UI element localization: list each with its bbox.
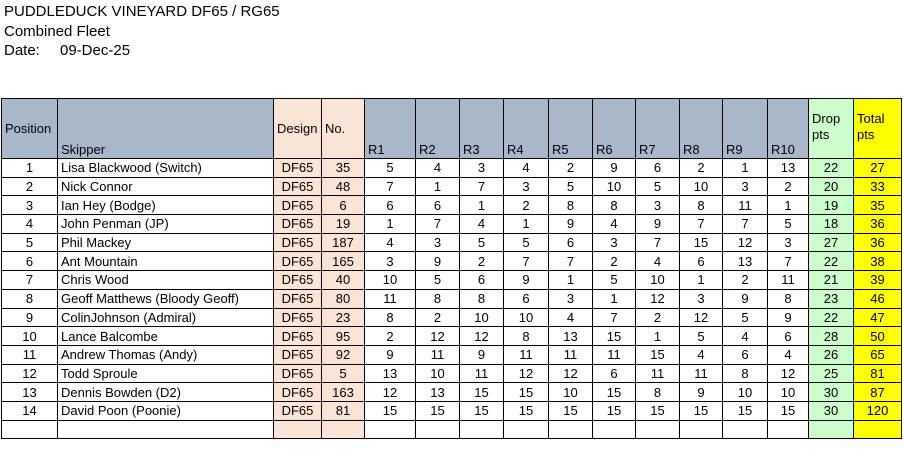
cell-race-9[interactable]: 1: [723, 159, 768, 178]
cell-race-4[interactable]: 15: [504, 383, 549, 402]
cell-race-8[interactable]: 5: [680, 327, 723, 346]
cell-race-6[interactable]: 5: [593, 271, 636, 290]
cell-race-3[interactable]: 11: [460, 364, 504, 383]
cell-sail-number[interactable]: 187: [322, 233, 365, 252]
cell-race-5[interactable]: 2: [549, 159, 593, 178]
cell-drop-pts[interactable]: 26: [809, 345, 854, 364]
cell-design[interactable]: DF65: [274, 364, 322, 383]
empty-cell-8[interactable]: [549, 420, 593, 438]
cell-race-2[interactable]: 11: [416, 345, 460, 364]
cell-position[interactable]: 6: [2, 252, 58, 271]
cell-race-6[interactable]: 3: [593, 233, 636, 252]
cell-race-7[interactable]: 10: [636, 271, 680, 290]
cell-race-10[interactable]: 12: [768, 364, 809, 383]
empty-cell-9[interactable]: [593, 420, 636, 438]
col-header-r8[interactable]: R8: [680, 99, 723, 159]
cell-design[interactable]: DF65: [274, 233, 322, 252]
cell-race-10[interactable]: 6: [768, 327, 809, 346]
cell-race-4[interactable]: 11: [504, 345, 549, 364]
cell-race-4[interactable]: 9: [504, 271, 549, 290]
cell-race-7[interactable]: 1: [636, 327, 680, 346]
empty-cell-2[interactable]: [274, 420, 322, 438]
cell-design[interactable]: DF65: [274, 308, 322, 327]
cell-design[interactable]: DF65: [274, 289, 322, 308]
cell-design[interactable]: DF65: [274, 327, 322, 346]
table-row: [2, 383, 902, 402]
cell-race-5[interactable]: 5: [549, 177, 593, 196]
cell-total-pts[interactable]: 36: [854, 233, 902, 252]
cell-race-8[interactable]: 12: [680, 308, 723, 327]
cell-race-10[interactable]: 15: [768, 401, 809, 420]
cell-skipper[interactable]: Phil Mackey: [58, 233, 274, 252]
table-row: [2, 364, 902, 383]
cell-race-6[interactable]: 7: [593, 308, 636, 327]
cell-sail-number[interactable]: 48: [322, 177, 365, 196]
cell-race-4[interactable]: 8: [504, 327, 549, 346]
cell-race-6[interactable]: 15: [593, 401, 636, 420]
cell-race-7[interactable]: 11: [636, 364, 680, 383]
empty-row: [2, 420, 902, 438]
col-header-r7[interactable]: R7: [636, 99, 680, 159]
empty-cell-5[interactable]: [416, 420, 460, 438]
cell-race-9[interactable]: 8: [723, 364, 768, 383]
cell-race-3[interactable]: 3: [460, 159, 504, 178]
cell-design[interactable]: DF65: [274, 401, 322, 420]
cell-race-5[interactable]: 13: [549, 327, 593, 346]
cell-sail-number[interactable]: 165: [322, 252, 365, 271]
cell-race-3[interactable]: 10: [460, 308, 504, 327]
cell-race-7[interactable]: 8: [636, 383, 680, 402]
empty-cell-12[interactable]: [723, 420, 768, 438]
cell-race-6[interactable]: 15: [593, 383, 636, 402]
empty-cell-4[interactable]: [365, 420, 416, 438]
cell-position[interactable]: 13: [2, 383, 58, 402]
cell-total-pts[interactable]: 50: [854, 327, 902, 346]
cell-race-1[interactable]: 13: [365, 364, 416, 383]
table-row: [2, 401, 902, 420]
cell-skipper[interactable]: John Penman (JP): [58, 215, 274, 234]
cell-drop-pts[interactable]: 22: [809, 308, 854, 327]
cell-design[interactable]: DF65: [274, 383, 322, 402]
date-label: Date:: [4, 42, 40, 59]
cell-race-2[interactable]: 1: [416, 177, 460, 196]
cell-race-9[interactable]: 15: [723, 401, 768, 420]
cell-total-pts[interactable]: 35: [854, 196, 902, 215]
cell-race-2[interactable]: 9: [416, 252, 460, 271]
results-body: [2, 159, 902, 439]
cell-race-7[interactable]: 6: [636, 159, 680, 178]
cell-race-9[interactable]: 11: [723, 196, 768, 215]
cell-race-4[interactable]: 2: [504, 196, 549, 215]
cell-position[interactable]: 7: [2, 271, 58, 290]
cell-skipper[interactable]: Todd Sproule: [58, 364, 274, 383]
cell-total-pts[interactable]: 65: [854, 345, 902, 364]
cell-race-9[interactable]: 12: [723, 233, 768, 252]
cell-sail-number[interactable]: 95: [322, 327, 365, 346]
cell-race-3[interactable]: 5: [460, 233, 504, 252]
date-value: 09-Dec-25: [60, 42, 131, 59]
cell-design[interactable]: DF65: [274, 345, 322, 364]
header-row: [2, 99, 902, 159]
col-header-no[interactable]: No.: [322, 99, 365, 159]
cell-race-4[interactable]: 1: [504, 215, 549, 234]
cell-race-8[interactable]: 4: [680, 345, 723, 364]
cell-race-6[interactable]: 1: [593, 289, 636, 308]
table-row: [2, 233, 902, 252]
cell-race-5[interactable]: 3: [549, 289, 593, 308]
empty-cell-7[interactable]: [504, 420, 549, 438]
cell-race-3[interactable]: 9: [460, 345, 504, 364]
table-row: [2, 271, 902, 290]
cell-sail-number[interactable]: 6: [322, 196, 365, 215]
table-row: [2, 289, 902, 308]
cell-total-pts[interactable]: 87: [854, 383, 902, 402]
col-header-design[interactable]: Design: [274, 99, 322, 159]
cell-race-3[interactable]: 1: [460, 196, 504, 215]
cell-race-10[interactable]: 7: [768, 252, 809, 271]
col-header-r10[interactable]: R10: [768, 99, 809, 159]
table-row: [2, 252, 902, 271]
cell-skipper[interactable]: Dennis Bowden (D2): [58, 383, 274, 402]
cell-race-7[interactable]: 3: [636, 196, 680, 215]
col-header-total-pts[interactable]: Total pts: [854, 99, 902, 159]
cell-total-pts[interactable]: 39: [854, 271, 902, 290]
cell-race-9[interactable]: 5: [723, 308, 768, 327]
cell-drop-pts[interactable]: 19: [809, 196, 854, 215]
cell-race-8[interactable]: 3: [680, 289, 723, 308]
cell-total-pts[interactable]: 47: [854, 308, 902, 327]
cell-race-10[interactable]: 1: [768, 196, 809, 215]
cell-race-1[interactable]: 9: [365, 345, 416, 364]
cell-race-8[interactable]: 8: [680, 196, 723, 215]
col-header-drop-pts[interactable]: Drop pts: [809, 99, 854, 159]
empty-cell-13[interactable]: [768, 420, 809, 438]
cell-race-5[interactable]: 1: [549, 271, 593, 290]
col-header-r4[interactable]: R4: [504, 99, 549, 159]
cell-race-5[interactable]: 11: [549, 345, 593, 364]
cell-drop-pts[interactable]: 18: [809, 215, 854, 234]
empty-cell-14[interactable]: [809, 420, 854, 438]
empty-cell-15[interactable]: [854, 420, 902, 438]
cell-position[interactable]: 1: [2, 159, 58, 178]
cell-race-9[interactable]: 3: [723, 177, 768, 196]
cell-race-2[interactable]: 12: [416, 327, 460, 346]
cell-race-10[interactable]: 11: [768, 271, 809, 290]
cell-drop-pts[interactable]: 22: [809, 159, 854, 178]
cell-race-1[interactable]: 7: [365, 177, 416, 196]
cell-race-9[interactable]: 9: [723, 289, 768, 308]
col-header-r6[interactable]: R6: [593, 99, 636, 159]
table-row: [2, 345, 902, 364]
cell-race-1[interactable]: 4: [365, 233, 416, 252]
col-header-position[interactable]: Position: [2, 99, 58, 159]
cell-skipper[interactable]: Andrew Thomas (Andy): [58, 345, 274, 364]
col-header-skipper[interactable]: Skipper: [58, 99, 274, 159]
cell-drop-pts[interactable]: 21: [809, 271, 854, 290]
cell-position[interactable]: 11: [2, 345, 58, 364]
cell-race-8[interactable]: 7: [680, 215, 723, 234]
cell-race-3[interactable]: 15: [460, 401, 504, 420]
cell-drop-pts[interactable]: 22: [809, 252, 854, 271]
cell-race-1[interactable]: 1: [365, 215, 416, 234]
cell-race-5[interactable]: 4: [549, 308, 593, 327]
cell-race-8[interactable]: 9: [680, 383, 723, 402]
cell-drop-pts[interactable]: 30: [809, 401, 854, 420]
cell-race-8[interactable]: 15: [680, 401, 723, 420]
cell-drop-pts[interactable]: 30: [809, 383, 854, 402]
cell-race-9[interactable]: 10: [723, 383, 768, 402]
cell-race-2[interactable]: 7: [416, 215, 460, 234]
cell-race-3[interactable]: 6: [460, 271, 504, 290]
cell-race-8[interactable]: 6: [680, 252, 723, 271]
col-header-r9[interactable]: R9: [723, 99, 768, 159]
cell-race-10[interactable]: 5: [768, 215, 809, 234]
results-table: [1, 98, 902, 439]
cell-race-4[interactable]: 15: [504, 401, 549, 420]
cell-race-1[interactable]: 3: [365, 252, 416, 271]
cell-drop-pts[interactable]: 23: [809, 289, 854, 308]
cell-total-pts[interactable]: 33: [854, 177, 902, 196]
cell-race-7[interactable]: 15: [636, 345, 680, 364]
cell-race-10[interactable]: 2: [768, 177, 809, 196]
table-row: [2, 308, 902, 327]
cell-race-4[interactable]: 12: [504, 364, 549, 383]
empty-cell-0[interactable]: [2, 420, 58, 438]
cell-skipper[interactable]: Geoff Matthews (Bloody Geoff): [58, 289, 274, 308]
cell-position[interactable]: 8: [2, 289, 58, 308]
cell-race-7[interactable]: 9: [636, 215, 680, 234]
cell-race-10[interactable]: 13: [768, 159, 809, 178]
cell-race-2[interactable]: 15: [416, 401, 460, 420]
cell-race-8[interactable]: 2: [680, 159, 723, 178]
cell-drop-pts[interactable]: 27: [809, 233, 854, 252]
cell-sail-number[interactable]: 23: [322, 308, 365, 327]
cell-race-5[interactable]: 8: [549, 196, 593, 215]
cell-sail-number[interactable]: 40: [322, 271, 365, 290]
cell-race-10[interactable]: 8: [768, 289, 809, 308]
cell-race-1[interactable]: 5: [365, 159, 416, 178]
cell-total-pts[interactable]: 36: [854, 215, 902, 234]
cell-design[interactable]: DF65: [274, 215, 322, 234]
cell-race-7[interactable]: 7: [636, 233, 680, 252]
cell-race-2[interactable]: 5: [416, 271, 460, 290]
col-header-r3[interactable]: R3: [460, 99, 504, 159]
cell-sail-number[interactable]: 35: [322, 159, 365, 178]
cell-position[interactable]: 4: [2, 215, 58, 234]
cell-race-2[interactable]: 8: [416, 289, 460, 308]
cell-race-10[interactable]: 10: [768, 383, 809, 402]
cell-total-pts[interactable]: 81: [854, 364, 902, 383]
cell-race-2[interactable]: 10: [416, 364, 460, 383]
cell-race-5[interactable]: 7: [549, 252, 593, 271]
col-header-r2[interactable]: R2: [416, 99, 460, 159]
cell-race-9[interactable]: 7: [723, 215, 768, 234]
cell-race-7[interactable]: 15: [636, 401, 680, 420]
cell-race-7[interactable]: 5: [636, 177, 680, 196]
col-header-r1[interactable]: R1: [365, 99, 416, 159]
cell-total-pts[interactable]: 27: [854, 159, 902, 178]
cell-position[interactable]: 14: [2, 401, 58, 420]
cell-race-4[interactable]: 10: [504, 308, 549, 327]
cell-race-7[interactable]: 4: [636, 252, 680, 271]
cell-race-6[interactable]: 9: [593, 159, 636, 178]
cell-total-pts[interactable]: 120: [854, 401, 902, 420]
cell-race-10[interactable]: 9: [768, 308, 809, 327]
cell-race-2[interactable]: 13: [416, 383, 460, 402]
cell-race-6[interactable]: 15: [593, 327, 636, 346]
cell-skipper[interactable]: David Poon (Poonie): [58, 401, 274, 420]
cell-race-3[interactable]: 7: [460, 177, 504, 196]
cell-sail-number[interactable]: 163: [322, 383, 365, 402]
cell-sail-number[interactable]: 19: [322, 215, 365, 234]
cell-design[interactable]: DF65: [274, 159, 322, 178]
cell-race-9[interactable]: 4: [723, 327, 768, 346]
cell-race-2[interactable]: 2: [416, 308, 460, 327]
cell-position[interactable]: 3: [2, 196, 58, 215]
cell-race-1[interactable]: 6: [365, 196, 416, 215]
cell-race-10[interactable]: 3: [768, 233, 809, 252]
cell-race-9[interactable]: 2: [723, 271, 768, 290]
cell-design[interactable]: DF65: [274, 196, 322, 215]
col-header-r5[interactable]: R5: [549, 99, 593, 159]
cell-race-5[interactable]: 6: [549, 233, 593, 252]
table-row: [2, 196, 902, 215]
cell-race-9[interactable]: 6: [723, 345, 768, 364]
empty-cell-6[interactable]: [460, 420, 504, 438]
cell-race-2[interactable]: 6: [416, 196, 460, 215]
cell-race-6[interactable]: 10: [593, 177, 636, 196]
sheet-subtitle: Combined Fleet: [4, 22, 110, 40]
table-row: [2, 215, 902, 234]
cell-design[interactable]: DF65: [274, 271, 322, 290]
cell-race-10[interactable]: 4: [768, 345, 809, 364]
cell-total-pts[interactable]: 38: [854, 252, 902, 271]
cell-race-1[interactable]: 10: [365, 271, 416, 290]
cell-race-6[interactable]: 8: [593, 196, 636, 215]
cell-skipper[interactable]: Chris Wood: [58, 271, 274, 290]
cell-race-7[interactable]: 12: [636, 289, 680, 308]
empty-cell-1[interactable]: [58, 420, 274, 438]
cell-design[interactable]: DF65: [274, 252, 322, 271]
cell-position[interactable]: 9: [2, 308, 58, 327]
cell-race-5[interactable]: 9: [549, 215, 593, 234]
cell-race-9[interactable]: 13: [723, 252, 768, 271]
empty-cell-3[interactable]: [322, 420, 365, 438]
cell-race-7[interactable]: 2: [636, 308, 680, 327]
cell-race-1[interactable]: 2: [365, 327, 416, 346]
cell-skipper[interactable]: Lisa Blackwood (Switch): [58, 159, 274, 178]
cell-race-6[interactable]: 2: [593, 252, 636, 271]
cell-race-2[interactable]: 3: [416, 233, 460, 252]
empty-cell-11[interactable]: [680, 420, 723, 438]
cell-race-3[interactable]: 12: [460, 327, 504, 346]
cell-skipper[interactable]: ColinJohnson (Admiral): [58, 308, 274, 327]
cell-race-3[interactable]: 2: [460, 252, 504, 271]
cell-race-4[interactable]: 6: [504, 289, 549, 308]
cell-sail-number[interactable]: 80: [322, 289, 365, 308]
table-row: [2, 327, 902, 346]
cell-race-6[interactable]: 4: [593, 215, 636, 234]
cell-race-2[interactable]: 4: [416, 159, 460, 178]
cell-race-1[interactable]: 15: [365, 401, 416, 420]
cell-race-8[interactable]: 10: [680, 177, 723, 196]
cell-position[interactable]: 10: [2, 327, 58, 346]
sheet-title: PUDDLEDUCK VINEYARD DF65 / RG65: [4, 3, 280, 20]
cell-race-8[interactable]: 15: [680, 233, 723, 252]
cell-race-1[interactable]: 11: [365, 289, 416, 308]
cell-drop-pts[interactable]: 25: [809, 364, 854, 383]
cell-drop-pts[interactable]: 20: [809, 177, 854, 196]
cell-race-8[interactable]: 1: [680, 271, 723, 290]
cell-design[interactable]: DF65: [274, 177, 322, 196]
cell-race-3[interactable]: 4: [460, 215, 504, 234]
sheet-date: [4, 41, 280, 61]
cell-sail-number[interactable]: 92: [322, 345, 365, 364]
cell-race-5[interactable]: 12: [549, 364, 593, 383]
cell-sail-number[interactable]: 81: [322, 401, 365, 420]
cell-race-3[interactable]: 8: [460, 289, 504, 308]
cell-race-6[interactable]: 11: [593, 345, 636, 364]
table-row: [2, 177, 902, 196]
cell-race-6[interactable]: 6: [593, 364, 636, 383]
cell-skipper[interactable]: Ant Mountain: [58, 252, 274, 271]
cell-race-4[interactable]: 7: [504, 252, 549, 271]
cell-position[interactable]: 5: [2, 233, 58, 252]
cell-drop-pts[interactable]: 28: [809, 327, 854, 346]
sheet-header: [4, 2, 280, 61]
cell-race-4[interactable]: 3: [504, 177, 549, 196]
cell-position[interactable]: 12: [2, 364, 58, 383]
table-row: [2, 159, 902, 178]
cell-race-5[interactable]: 15: [549, 401, 593, 420]
cell-skipper[interactable]: Nick Connor: [58, 177, 274, 196]
cell-skipper[interactable]: Lance Balcombe: [58, 327, 274, 346]
cell-race-1[interactable]: 8: [365, 308, 416, 327]
cell-race-5[interactable]: 10: [549, 383, 593, 402]
cell-position[interactable]: 2: [2, 177, 58, 196]
cell-skipper[interactable]: Ian Hey (Bodge): [58, 196, 274, 215]
cell-sail-number[interactable]: 5: [322, 364, 365, 383]
empty-cell-10[interactable]: [636, 420, 680, 438]
cell-race-8[interactable]: 11: [680, 364, 723, 383]
cell-race-3[interactable]: 15: [460, 383, 504, 402]
cell-race-4[interactable]: 5: [504, 233, 549, 252]
cell-total-pts[interactable]: 46: [854, 289, 902, 308]
cell-race-1[interactable]: 12: [365, 383, 416, 402]
cell-race-4[interactable]: 4: [504, 159, 549, 178]
